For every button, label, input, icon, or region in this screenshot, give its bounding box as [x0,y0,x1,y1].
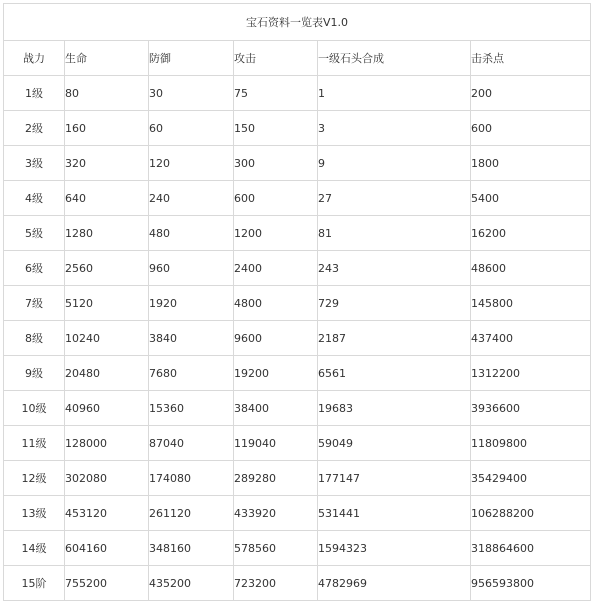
table-cell: 348160 [149,531,234,566]
table-cell: 9 [318,146,471,181]
table-cell: 106288200 [471,496,591,531]
table-cell: 160 [65,111,149,146]
table-cell: 6561 [318,356,471,391]
table-cell: 956593800 [471,566,591,601]
level-cell: 15阶 [4,566,65,601]
header-cell: 一级石头合成 [318,41,471,76]
table-cell: 81 [318,216,471,251]
table-header-row [4,41,591,76]
table-cell: 318864600 [471,531,591,566]
table-cell: 723200 [234,566,318,601]
table-cell: 600 [234,181,318,216]
table-cell: 240 [149,181,234,216]
table-cell: 30 [149,76,234,111]
level-cell: 13级 [4,496,65,531]
level-cell: 7级 [4,286,65,321]
table-row [4,391,591,426]
table-cell: 1280 [65,216,149,251]
table-cell: 20480 [65,356,149,391]
table-cell: 2560 [65,251,149,286]
level-cell: 3级 [4,146,65,181]
gem-table-container [3,3,590,601]
table-cell: 4800 [234,286,318,321]
table-row [4,146,591,181]
table-cell: 1200 [234,216,318,251]
table-cell: 435200 [149,566,234,601]
table-cell: 960 [149,251,234,286]
table-row [4,496,591,531]
table-row [4,321,591,356]
table-cell: 60 [149,111,234,146]
table-cell: 59049 [318,426,471,461]
level-cell: 10级 [4,391,65,426]
table-cell: 10240 [65,321,149,356]
table-cell: 120 [149,146,234,181]
table-cell: 9600 [234,321,318,356]
table-row [4,566,591,601]
header-cell: 生命 [65,41,149,76]
table-cell: 3840 [149,321,234,356]
table-title: 宝石资料一览表V1.0 [4,4,591,41]
table-cell: 261120 [149,496,234,531]
table-cell: 11809800 [471,426,591,461]
table-row [4,216,591,251]
table-cell: 87040 [149,426,234,461]
table-cell: 174080 [149,461,234,496]
level-cell: 9级 [4,356,65,391]
table-cell: 3936600 [471,391,591,426]
table-row [4,356,591,391]
table-cell: 2400 [234,251,318,286]
table-title-row [4,4,591,41]
table-cell: 7680 [149,356,234,391]
table-cell: 4782969 [318,566,471,601]
table-cell: 40960 [65,391,149,426]
table-cell: 1800 [471,146,591,181]
table-cell: 15360 [149,391,234,426]
table-cell: 243 [318,251,471,286]
table-row [4,251,591,286]
table-cell: 177147 [318,461,471,496]
table-cell: 302080 [65,461,149,496]
table-cell: 320 [65,146,149,181]
table-cell: 1920 [149,286,234,321]
table-cell: 27 [318,181,471,216]
gem-data-table [3,3,591,601]
table-cell: 755200 [65,566,149,601]
table-cell: 3 [318,111,471,146]
level-cell: 8级 [4,321,65,356]
table-cell: 128000 [65,426,149,461]
table-cell: 35429400 [471,461,591,496]
table-row [4,111,591,146]
table-row [4,286,591,321]
table-cell: 150 [234,111,318,146]
table-cell: 80 [65,76,149,111]
table-cell: 453120 [65,496,149,531]
level-cell: 14级 [4,531,65,566]
table-row [4,426,591,461]
table-cell: 145800 [471,286,591,321]
table-cell: 480 [149,216,234,251]
table-cell: 119040 [234,426,318,461]
table-cell: 19683 [318,391,471,426]
table-cell: 38400 [234,391,318,426]
table-cell: 600 [471,111,591,146]
table-row [4,181,591,216]
level-cell: 2级 [4,111,65,146]
level-cell: 11级 [4,426,65,461]
table-cell: 1 [318,76,471,111]
header-cell: 战力 [4,41,65,76]
table-cell: 604160 [65,531,149,566]
table-cell: 200 [471,76,591,111]
table-cell: 300 [234,146,318,181]
table-row [4,76,591,111]
level-cell: 1级 [4,76,65,111]
table-cell: 437400 [471,321,591,356]
table-cell: 48600 [471,251,591,286]
table-cell: 640 [65,181,149,216]
level-cell: 5级 [4,216,65,251]
level-cell: 12级 [4,461,65,496]
table-cell: 289280 [234,461,318,496]
table-row [4,461,591,496]
table-cell: 16200 [471,216,591,251]
table-cell: 729 [318,286,471,321]
table-cell: 5400 [471,181,591,216]
table-row [4,531,591,566]
table-cell: 433920 [234,496,318,531]
table-cell: 5120 [65,286,149,321]
table-cell: 1312200 [471,356,591,391]
table-cell: 75 [234,76,318,111]
table-cell: 2187 [318,321,471,356]
header-cell: 击杀点 [471,41,591,76]
table-cell: 1594323 [318,531,471,566]
level-cell: 6级 [4,251,65,286]
table-cell: 19200 [234,356,318,391]
table-cell: 578560 [234,531,318,566]
header-cell: 防御 [149,41,234,76]
table-cell: 531441 [318,496,471,531]
header-cell: 攻击 [234,41,318,76]
level-cell: 4级 [4,181,65,216]
